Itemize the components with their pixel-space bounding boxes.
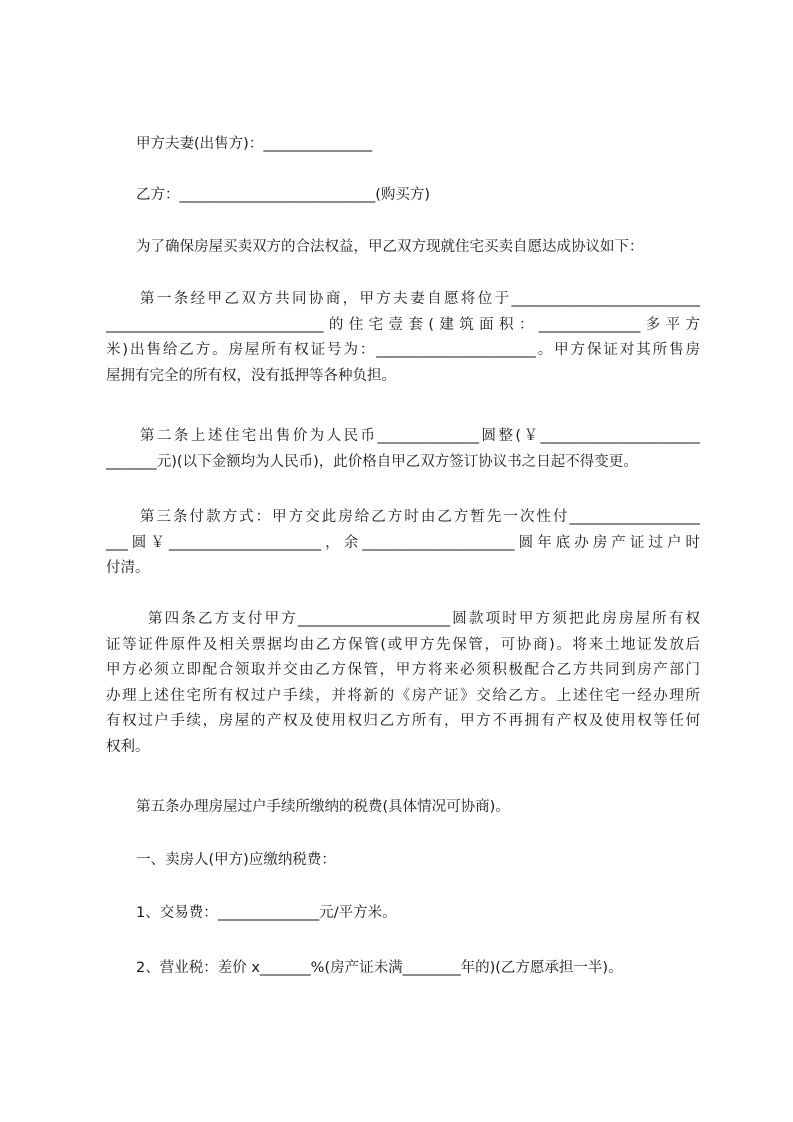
article-1 [106, 287, 700, 389]
article-1-line: 米)出售给乙方。房屋所有权证号为：______________________。甲方保证对其所售房 [106, 342, 700, 358]
buyer-line: 乙方：___________________________(购买方) [136, 187, 431, 203]
intro-paragraph: 为了确保房屋买卖双方的合法权益，甲乙双方现就住宅买卖自愿达成协议如下： [136, 239, 644, 255]
section-1-title: 一、卖房人(甲方)应缴纳税费： [136, 852, 336, 868]
article-4-line: 证等证件原件及相关票据均由乙方保管(或甲方先保管，可协商)。将来土地证发放后 [106, 636, 700, 653]
article-5: 第五条办理房屋过户手续所缴纳的税费(具体情况可协商)。 [136, 799, 510, 815]
article-4-line: 办理上述住宅所有权过户手续，并将新的《房产证》交给乙方。上述住宅一经办理所 [106, 687, 700, 704]
article-3-line: 付清。 [106, 560, 150, 576]
article-3-line: 第三条付款方式：甲方交此房给乙方时由乙方暂先一次性付__________________ [140, 509, 700, 525]
article-2 [106, 424, 700, 475]
article-2-line: 第二条上述住宅出售价为人民币______________圆整(￥______________________ [140, 428, 700, 444]
article-4-line: 第四条乙方支付甲方_____________________圆款项时甲方须把此房房屋所有权 [148, 611, 700, 627]
article-1-line: 屋拥有完全的所有权，没有抵押等各种负担。 [106, 367, 396, 384]
article-4-line: 权利。 [106, 738, 150, 755]
article-1-line: 第一条经甲乙双方共同协商，甲方夫妻自愿将位于__________________________ [140, 291, 700, 307]
article-3 [106, 505, 700, 582]
item-1-transaction-fee: 1、交易费：______________元/平方米。 [136, 905, 397, 921]
article-1-line: ______________________________的住宅壹套(建筑面积：______________多平方 [106, 316, 700, 333]
article-2-line: _______元)(以下金额均为人民币)，此价格自甲乙双方签订协议书之日起不得变更。 [106, 453, 638, 470]
item-2-business-tax: 2、营业税：差价 x_______%(房产证未满________年的)(乙方愿承担一半)。 [136, 960, 623, 976]
seller-line: 甲方夫妻(出售方)：_______________ [136, 136, 373, 152]
article-4 [106, 607, 700, 760]
article-4-line: 有权过户手续，房屋的产权及使用权归乙方所有，甲方不再拥有产权及使用权等任何 [106, 713, 700, 729]
article-3-line: ___圆￥_____________________，余_____________________圆年底办房产证过户时 [106, 534, 700, 551]
article-4-line: 甲方必须立即配合领取并交由乙方保管，甲方将来必须积极配合乙方共同到房产部门 [106, 662, 700, 678]
